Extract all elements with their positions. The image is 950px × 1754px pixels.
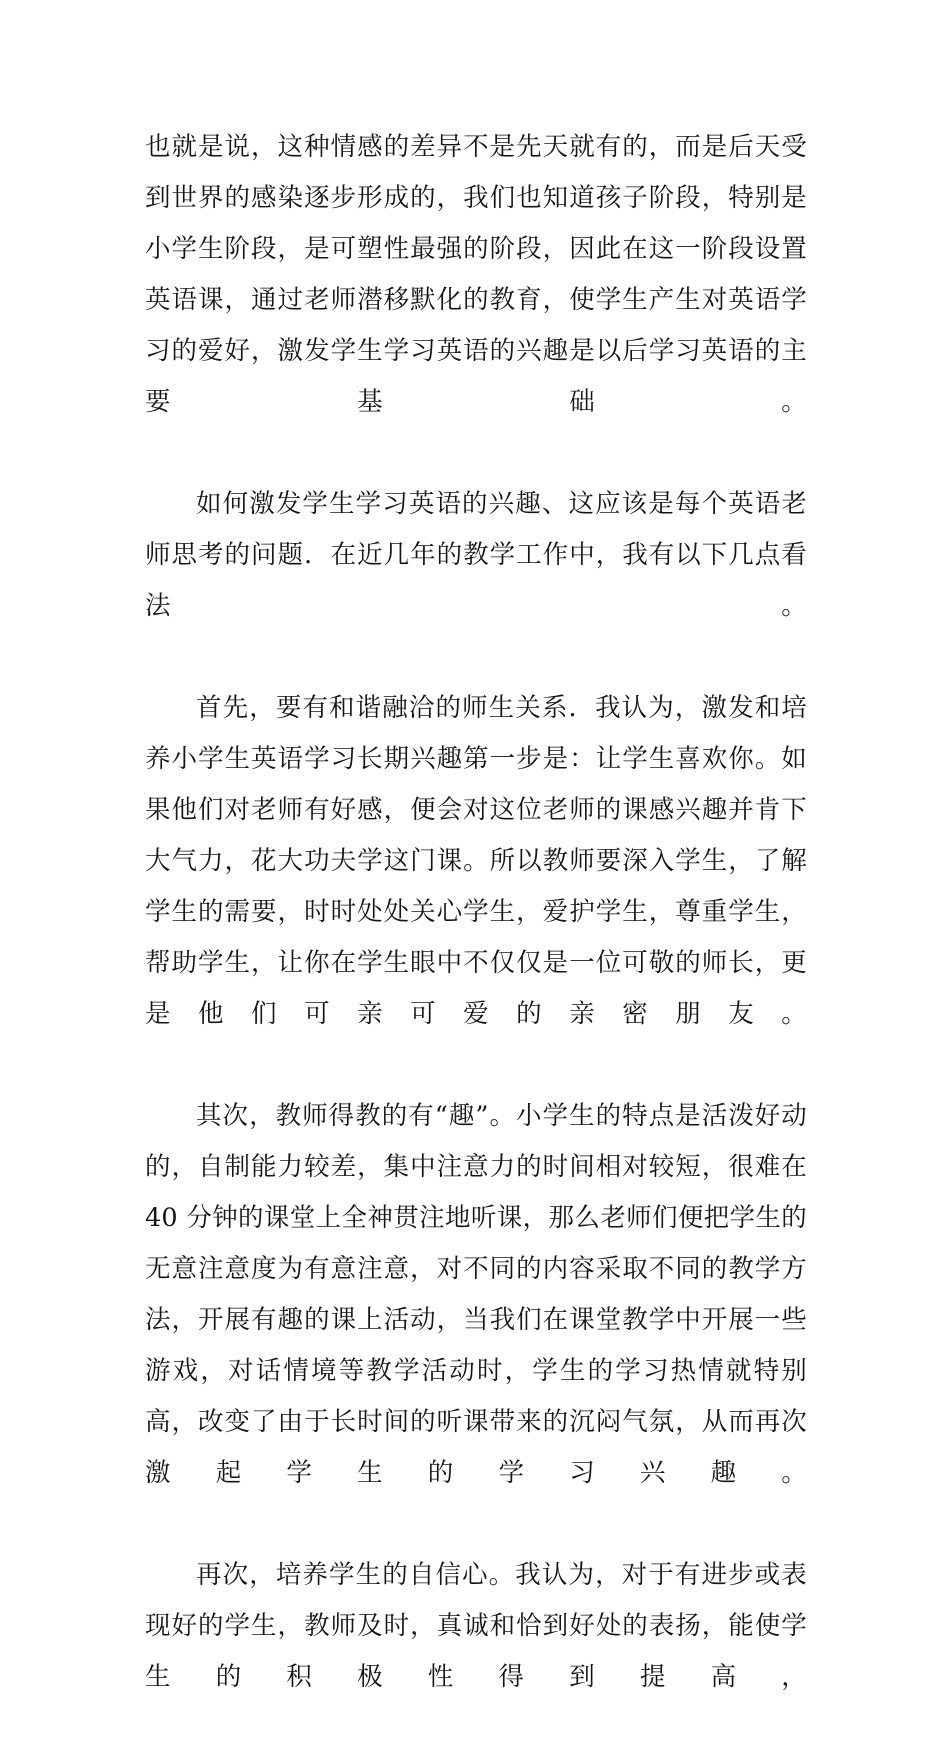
paragraph-2: 如何激发学生学习英语的兴趣、这应该是每个英语老师思考的问题．在近几年的教学工作中，我有以下几点看法。 <box>145 489 807 621</box>
paragraph-5: 再次，培养学生的自信心。我认为，对于有进步或表现好的学生，教师及时，真诚和恰到好处的表扬，能使学生的积极性得到提高， <box>145 1560 807 1692</box>
paragraph-1: 也就是说，这种情感的差异不是先天就有的，而是后天受到世界的感染逐步形成的，我们也知道孩子阶段，特别是小学生阶段，是可塑性最强的阶段，因此在这一阶段设置英语课，通过老师潜移默化的教育，使学生产生对英语学习的爱好，激发学生学习英语的兴趣是以后学习英语的主要基础。 <box>145 132 807 417</box>
paragraph-4: 其次，教师得教的有“趣”。小学生的特点是活泼好动的，自制能力较差，集中注意力的时间相对较短，很难在 40 分钟的课堂上全神贯注地听课，那么老师们便把学生的无意注意度为有意注意，对不同的内容采取不同的教学方法，开展有趣的课上活动，当我们在课堂教学中开展一些游戏，对话情境等教学活动时，学生的学习热情就特别高，改变了由于长时间的听课带来的沉闷气氛，从而再次激起学生的学习兴趣。 <box>145 1101 807 1488</box>
paragraph-3: 首先，要有和谐融洽的师生关系．我认为，激发和培养小学生英语学习长期兴趣第一步是：让学生喜欢你。如果他们对老师有好感，便会对这位老师的课感兴趣并肯下大气力，花大功夫学这门课。所以教师要深入学生，了解学生的需要，时时处处关心学生，爱护学生，尊重学生，帮助学生，让你在学生眼中不仅仅是一位可敬的师长，更是他们可亲可爱的亲密朋友。 <box>145 693 807 1029</box>
body-text-column <box>145 122 807 1754</box>
